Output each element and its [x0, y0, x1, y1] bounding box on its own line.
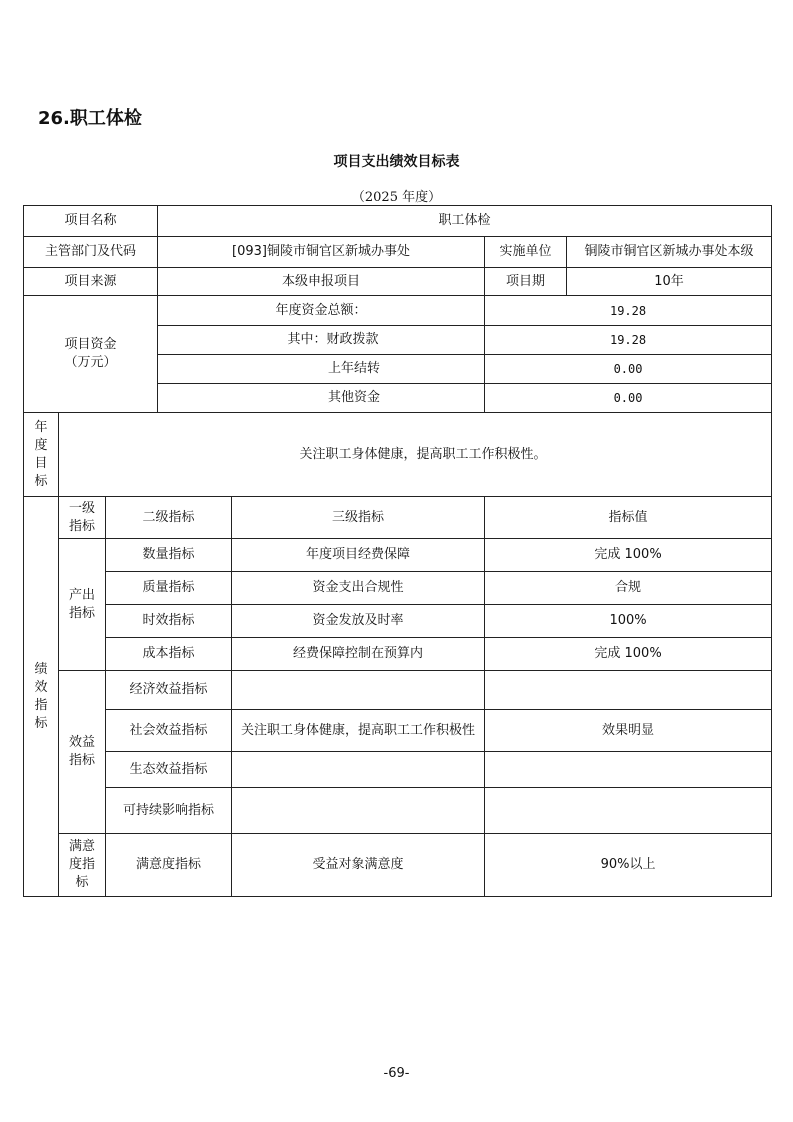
- funds-label-line1: 项目资金: [64, 337, 117, 352]
- value-cell: 效果明显: [485, 710, 772, 752]
- funds-label: [24, 296, 158, 413]
- level2-cell: 成本指标: [106, 638, 232, 671]
- header-value: 指标值: [485, 497, 772, 539]
- dept-value: [093]铜陵市铜官区新城办事处: [158, 237, 485, 268]
- level3-cell: 资金发放及时率: [232, 605, 485, 638]
- year-label: （2025 年度）: [351, 190, 442, 205]
- value-cell: [485, 752, 772, 788]
- level2-cell: 经济效益指标: [106, 671, 232, 710]
- header-level1-line2: 指标: [68, 518, 95, 534]
- level3-cell: [232, 788, 485, 834]
- level2-cell: 数量指标: [106, 539, 232, 572]
- section-heading: 26.职工体检: [38, 108, 142, 129]
- header-level1: [59, 497, 106, 539]
- dept-label: 主管部门及代码: [24, 237, 158, 268]
- impl-unit-label: 实施单位: [485, 237, 567, 268]
- value-cell: 90%以上: [485, 834, 772, 897]
- level2-cell: 时效指标: [106, 605, 232, 638]
- level3-cell: 受益对象满意度: [232, 834, 485, 897]
- label-char: 标: [34, 715, 48, 731]
- performance-goal-table: [23, 205, 772, 897]
- table-row: [24, 413, 772, 497]
- label-char: 年: [34, 419, 48, 435]
- fund-row-value: 19.28: [485, 296, 772, 326]
- benefit-label-line1: 效益: [68, 735, 95, 750]
- table-row: [24, 834, 772, 897]
- benefit-label-line2: 指标: [68, 753, 95, 768]
- source-value: 本级申报项目: [158, 268, 485, 296]
- level3-cell: 资金支出合规性: [232, 572, 485, 605]
- header-level1-line1: 一级: [68, 500, 95, 516]
- table-row: [24, 788, 772, 834]
- output-indicator-label: [59, 539, 106, 671]
- label-char: 标: [34, 473, 48, 489]
- funds-label-line2: （万元）: [64, 355, 117, 370]
- benefit-indicator-label: [59, 671, 106, 834]
- table-row: [24, 296, 772, 326]
- fund-row-value: 0.00: [485, 355, 772, 384]
- period-label: 项目期: [485, 268, 567, 296]
- label-char: 度: [34, 437, 48, 453]
- label-char: 指: [34, 697, 48, 713]
- value-cell: 完成 100%: [485, 539, 772, 572]
- fund-row-value: 19.28: [485, 326, 772, 355]
- page-number: -69-: [383, 1066, 410, 1081]
- table-row: [24, 605, 772, 638]
- level3-cell: 关注职工身体健康，提高职工工作积极性: [232, 710, 485, 752]
- project-name-value: 职工体检: [158, 206, 772, 237]
- output-label-line2: 指标: [68, 605, 95, 621]
- performance-label: [24, 497, 59, 897]
- fund-row-label: 其中：财政拨款: [158, 326, 485, 355]
- level3-cell: [232, 671, 485, 710]
- table-row: [24, 268, 772, 296]
- level3-cell: [232, 752, 485, 788]
- period-value: 10年: [567, 268, 772, 296]
- label-char: 目: [34, 455, 48, 471]
- value-cell: 完成 100%: [485, 638, 772, 671]
- table-title: 项目支出绩效目标表: [333, 154, 460, 170]
- table-row: [24, 206, 772, 237]
- output-label-line1: 产出: [68, 587, 95, 603]
- level3-cell: 经费保障控制在预算内: [232, 638, 485, 671]
- level3-cell: 年度项目经费保障: [232, 539, 485, 572]
- header-level3: 三级指标: [232, 497, 485, 539]
- table-row: [24, 671, 772, 710]
- table-row: [24, 638, 772, 671]
- fund-row-value: 0.00: [485, 384, 772, 413]
- table-row: [24, 237, 772, 268]
- impl-unit-value: 铜陵市铜官区新城办事处本级: [567, 237, 772, 268]
- fund-row-label: 其他资金: [158, 384, 485, 413]
- table-row: [24, 572, 772, 605]
- fund-row-label: 上年结转: [158, 355, 485, 384]
- header-level2: 二级指标: [106, 497, 232, 539]
- satisfaction-label-line2: 度指: [68, 857, 95, 872]
- satisfaction-label-line1: 满意: [68, 839, 95, 854]
- level2-cell: 社会效益指标: [106, 710, 232, 752]
- level2-cell: 生态效益指标: [106, 752, 232, 788]
- value-cell: [485, 671, 772, 710]
- label-char: 绩: [34, 661, 48, 677]
- level2-cell: 可持续影响指标: [106, 788, 232, 834]
- level2-cell: 满意度指标: [106, 834, 232, 897]
- value-cell: 合规: [485, 572, 772, 605]
- source-label: 项目来源: [24, 268, 158, 296]
- satisfaction-indicator-label: [59, 834, 106, 897]
- table-row: [24, 539, 772, 572]
- label-char: 效: [34, 679, 48, 695]
- annual-goal-text: 关注职工身体健康，提高职工工作积极性。: [59, 413, 772, 497]
- annual-goal-label: [24, 413, 59, 497]
- value-cell: 100%: [485, 605, 772, 638]
- fund-row-label: 年度资金总额：: [158, 296, 485, 326]
- table-row: [24, 752, 772, 788]
- satisfaction-label-line3: 标: [75, 875, 89, 890]
- project-name-label: 项目名称: [24, 206, 158, 237]
- table-row: [24, 710, 772, 752]
- value-cell: [485, 788, 772, 834]
- table-row: [24, 497, 772, 539]
- level2-cell: 质量指标: [106, 572, 232, 605]
